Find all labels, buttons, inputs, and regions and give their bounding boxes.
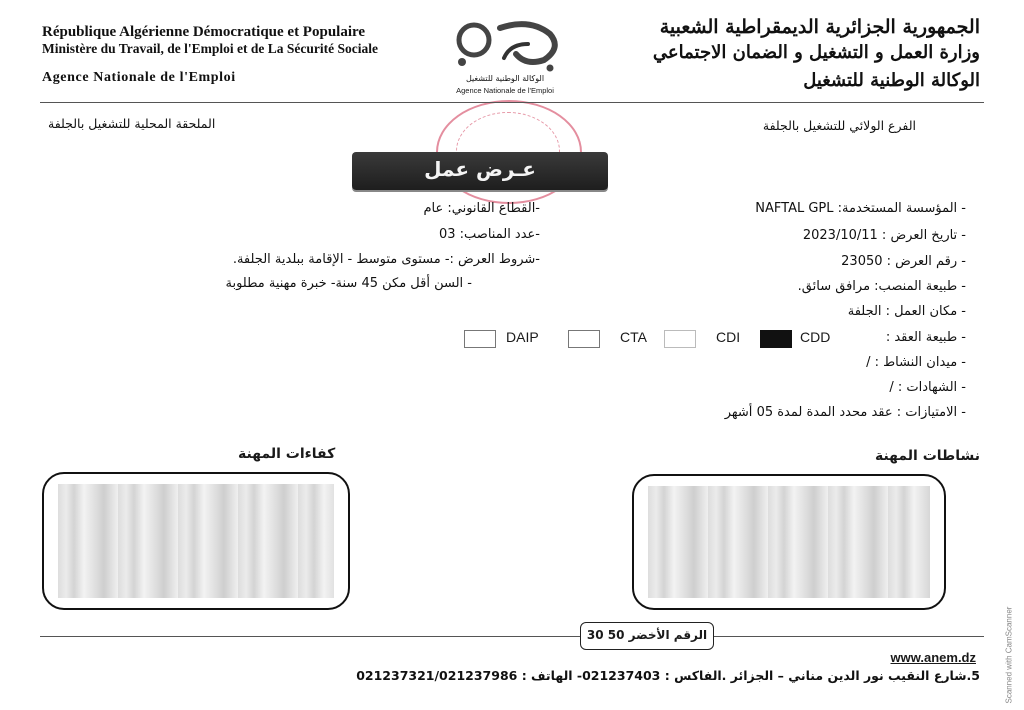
header-fr-ministry: Ministère du Travail, de l'Emploi et de La Sécurité Sociale	[42, 41, 378, 56]
anem-logo	[440, 14, 570, 98]
cdd-checkbox[interactable]	[760, 330, 792, 348]
workplace-field: - مكان العمل : الجلفة	[847, 304, 966, 319]
local-office: الملحقة المحلية للتشغيل بالجلفة	[48, 116, 216, 131]
positions-count-field: -عدد المناصب: 03	[438, 227, 540, 242]
logo-caption-fr: Agence Nationale de l'Emploi	[456, 86, 554, 95]
activities-panel	[632, 474, 946, 610]
activities-title: نشاطات المهنة	[874, 448, 980, 464]
scanner-watermark-text: Scanned with CamScanner	[1004, 606, 1014, 704]
position-field: - طبيعة المنصب: مرافق سائق.	[797, 279, 966, 294]
cta-checkbox[interactable]	[568, 330, 600, 348]
activities-panel-content	[648, 486, 930, 598]
header-fr-agency: Agence Nationale de l'Emploi	[42, 70, 236, 85]
green-number-box	[580, 622, 714, 650]
scanner-watermark	[1002, 560, 1016, 706]
daip-label: DAIP	[506, 329, 539, 345]
certificates-field: - الشهادات : /	[889, 380, 966, 395]
cdi-label: CDI	[716, 329, 741, 345]
job-offer-title: عـرض عمل	[424, 157, 536, 181]
cdd-label: CDD	[800, 329, 831, 345]
contract-type-field: - طبيعة العقد :	[885, 330, 966, 345]
legal-sector-field: -القطاع القانوني: عام	[423, 201, 540, 216]
offer-date-field: - تاريخ العرض : 2023/10/11	[802, 228, 966, 243]
skills-title: كفاءات المهنة	[238, 446, 336, 462]
offer-number-field: - رقم العرض : 23050	[841, 254, 966, 269]
website-link[interactable]: www.anem.dz	[890, 650, 976, 665]
cta-label: CTA	[620, 329, 647, 345]
activity-field: - ميدان النشاط : /	[866, 355, 966, 370]
footer-divider-left	[40, 636, 580, 637]
header-ar-agency: الوكالة الوطنية للتشغيل	[803, 70, 980, 91]
job-offer-banner	[352, 152, 608, 190]
skills-panel-content	[58, 484, 334, 598]
footer-divider-right	[712, 636, 984, 637]
conditions-field-2: - السن أقل مكن 45 سنة- خبرة مهنية مطلوبة	[225, 276, 472, 291]
skills-panel	[42, 472, 350, 610]
cdi-checkbox[interactable]	[664, 330, 696, 348]
logo-caption-ar: الوكالة الوطنية للتشغيل	[465, 74, 545, 83]
header-divider	[40, 102, 984, 103]
regional-office: الفرع الولائي للتشغيل بالجلفة	[762, 118, 916, 133]
green-number: الرقم الأخضر 50 30	[586, 628, 708, 642]
footer-address: 5.شارع النقيب نور الدين مناني – الجزائر .الفاكس : 021237403- الهاتف : 021237321/021237986	[356, 668, 980, 683]
benefits-field: - الامتيازات : عقد محدد المدة لمدة 05 أشهر	[724, 405, 966, 420]
header-fr-republic: République Algérienne Démocratique et Populaire	[42, 24, 366, 40]
conditions-field: -شروط العرض :- مستوى متوسط - الإقامة ببلدية الجلفة.	[232, 252, 540, 267]
header-ar-ministry: وزارة العمل و التشغيل و الضمان الاجتماعي	[652, 42, 980, 63]
employer-field: - المؤسسة المستخدمة: NAFTAL GPL	[755, 201, 966, 216]
header-ar-republic: الجمهورية الجزائرية الديمقراطية الشعبية	[659, 16, 980, 38]
daip-checkbox[interactable]	[464, 330, 496, 348]
